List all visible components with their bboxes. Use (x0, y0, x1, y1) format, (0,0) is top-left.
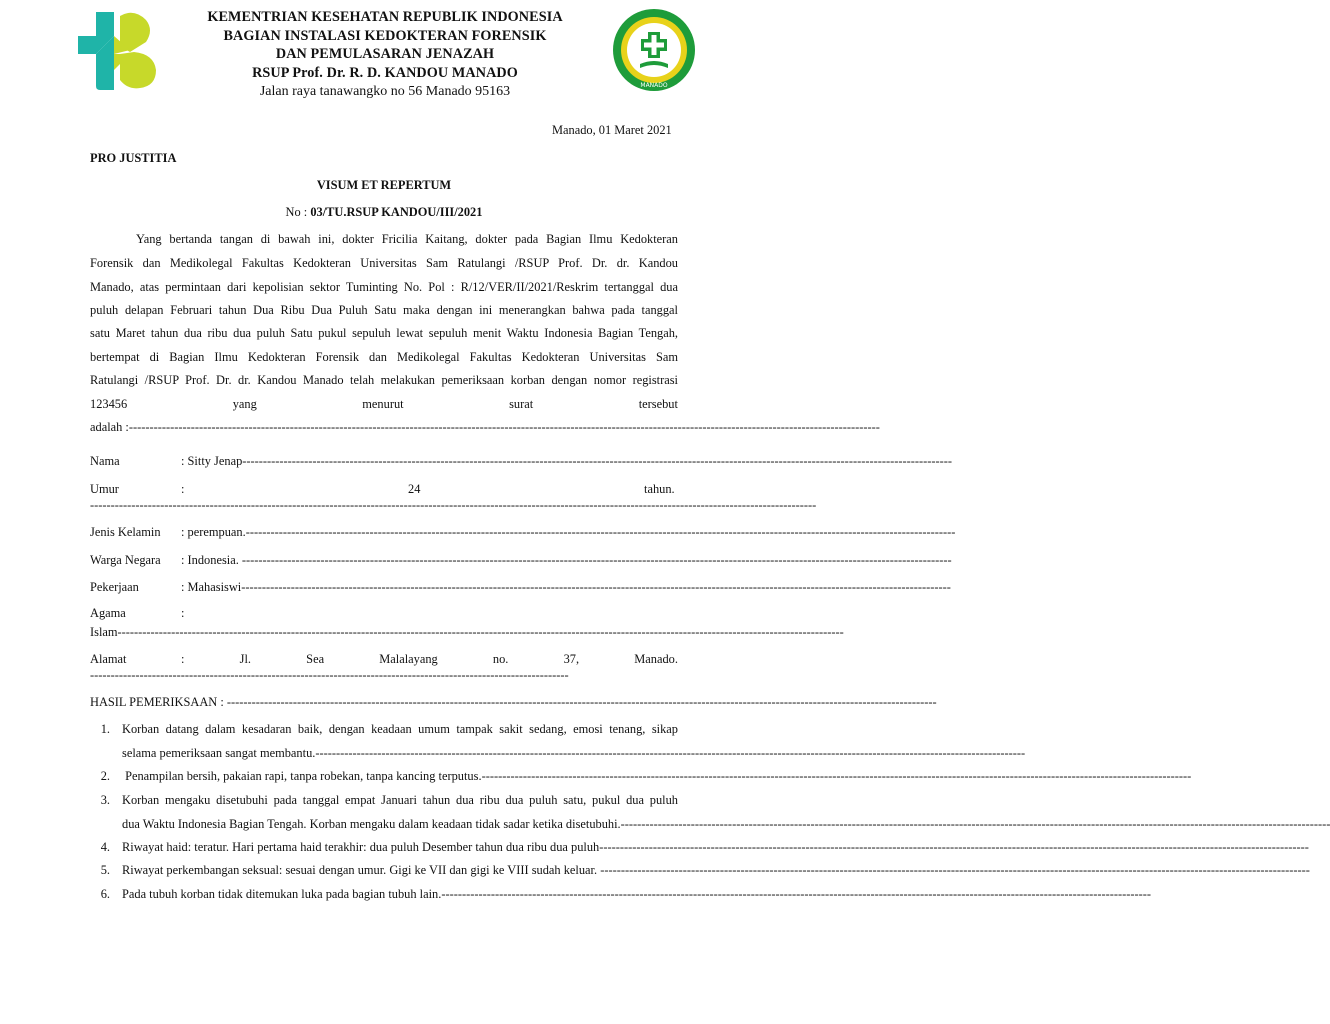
registration-number: 123456 (90, 397, 128, 411)
intro-line-7: Ratulangi /RSUP Prof. Dr. dr. Kandou Manado telah melakukan pemeriksaan korban dengan nomor registrasi (90, 373, 678, 387)
finding-number: 5. (100, 863, 110, 877)
agama-label: Agama (90, 606, 126, 620)
wn-value (181, 552, 952, 568)
finding-number: 6. (100, 887, 110, 901)
rsup-logo-text: MANADO (640, 82, 668, 89)
alamat-value (181, 651, 678, 667)
letter-date: Manado, 01 Maret 2021 (552, 123, 672, 137)
rsup-kandou-logo-icon (612, 8, 696, 92)
dash-fill: -------------------------------------------------------------------------------------------------------------------------------------------------------------------------------------- (128, 420, 880, 434)
alamat-word: Jl. (239, 652, 251, 666)
alamat-word: 37, (563, 652, 580, 666)
finding-3-line-1: Korban mengaku disetubuhi pada tanggal empat Januari tahun dua ribu dua puluh satu, pukul dua puluh (122, 793, 678, 807)
intro-word: tersebut (638, 397, 678, 411)
intro-line-1: Yang bertanda tangan di bawah ini, dokter Fricilia Kaitang, dokter pada Bagian Ilmu Kedokteran (136, 232, 678, 246)
jk-value (181, 524, 956, 540)
intro-word: yang (232, 397, 257, 411)
umur-dash-line: -------------------------------------------------------------------------------------------------------------------------------------------------------------------------------- (90, 498, 817, 512)
hasil-heading (90, 694, 937, 710)
finding-2-line-1 (122, 768, 1192, 784)
dash-fill: ---------------------------------------------------------------------------------------------------------------------------------------------------------------------------- (600, 863, 1310, 877)
kerja-text: : Mahasiswi (181, 580, 242, 594)
wn-text: : Indonesia. (181, 553, 242, 567)
dash-fill: ---------------------------------------------------------------------------------------------------------------------------------------------------------------------------- (481, 769, 1192, 783)
intro-line-3: Manado, atas permintaan dari kepolisian sektor Tuminting No. Pol : R/12/VER/II/2021/Reskrim tertanggal dua (90, 280, 678, 294)
dash-fill: ---------------------------------------------------------------------------------------------------------------------------------------------------------------------------- (241, 580, 951, 594)
letterhead-line-3: DAN PEMULASARAN JENAZAH (275, 46, 495, 62)
finding-1-line-1: Korban datang dalam kesadaran baik, dengan keadaan umum tampak sakit sedang, emosi tenang, sikap (122, 722, 678, 736)
jk-label: Jenis Kelamin (90, 525, 161, 539)
alamat-word: Manado. (634, 652, 678, 666)
alamat-word: Sea (306, 652, 325, 666)
dash-fill: -------------------------------------------------------------------------------------------------------------------------------------------------------------------------------- (117, 625, 844, 639)
finding-text: selama pemeriksaan sangat membantu. (122, 746, 316, 760)
dash-fill: ---------------------------------------------------------------------------------------------------------------------------------------------------------------------------- (620, 817, 1330, 831)
alamat-word: Malalayang (379, 652, 438, 666)
alamat-dash-line: -------------------------------------------------------------------------------------------------------------------- (90, 668, 569, 682)
dash-fill: ---------------------------------------------------------------------------------------------------------------------------------------------------------------------------- (599, 840, 1309, 854)
nama-label: Nama (90, 454, 120, 468)
umur-unit: tahun. (644, 482, 675, 496)
dash-fill: ---------------------------------------------------------------------------------------------------------------------------------------------------------------------------- (242, 454, 952, 468)
letterhead-line-2: BAGIAN INSTALASI KEDOKTERAN FORENSIK (223, 27, 547, 44)
finding-1-line-2 (122, 745, 1026, 761)
intro-line-2: Forensik dan Medikolegal Fakultas Kedokteran Universitas Sam Ratulangi /RSUP Prof. Dr. dr. Kandou (90, 256, 678, 270)
letterhead-line-4: RSUP Prof. Dr. R. D. KANDOU MANADO (252, 64, 518, 81)
letterhead (150, 8, 620, 101)
umur-colon: : (181, 482, 185, 496)
alamat-word: : (181, 652, 185, 666)
number-value: 03/TU.RSUP KANDOU/III/2021 (310, 205, 483, 219)
finding-text: Riwayat haid: teratur. Hari pertama haid terakhir: dua puluh Desember tahun dua ribu dua puluh (122, 840, 600, 854)
document-title: VISUM ET REPERTUM (316, 178, 452, 192)
jk-text: : perempuan. (181, 525, 246, 539)
finding-6-line-1 (122, 886, 1152, 902)
hasil-label: HASIL PEMERIKSAAN : (90, 695, 227, 709)
finding-number: 1. (100, 722, 110, 736)
intro-line-8 (90, 396, 678, 412)
intro-line-6: bertempat di Bagian Ilmu Kedokteran Forensik dan Medikolegal Fakultas Kedokteran Universitas Sam (90, 350, 678, 364)
alamat-word: no. (492, 652, 509, 666)
agama-colon: : (181, 606, 185, 620)
finding-number: 4. (100, 840, 110, 854)
finding-5-line-1 (122, 862, 1310, 878)
intro-word: menurut (362, 397, 404, 411)
agama-text: Islam (90, 625, 118, 639)
agama-value (90, 624, 844, 640)
umur-value: 24 (408, 482, 421, 496)
alamat-label: Alamat (90, 652, 127, 666)
finding-4-line-1 (122, 839, 1309, 855)
finding-number: 3. (100, 793, 110, 807)
dash-fill: ---------------------------------------------------------------------------------------------------------------------------------------------------------------------------- (315, 746, 1026, 760)
umur-label: Umur (90, 482, 119, 496)
intro-line-5: satu Maret tahun dua ribu dua puluh Satu pukul sepuluh lewat sepuluh menit Waktu Indonesia Bagian Tengah, (90, 326, 678, 340)
intro-word: surat (509, 397, 534, 411)
finding-number: 2. (100, 769, 110, 783)
intro-line-4: puluh delapan Februari tahun Dua Ribu Dua Puluh Satu maka dengan ini menerangkan bahwa pada tanggal (90, 303, 678, 317)
kerja-label: Pekerjaan (90, 580, 139, 594)
finding-text: Penampilan bersih, pakaian rapi, tanpa robekan, tanpa kancing terputus. (122, 769, 482, 783)
finding-text: Riwayat perkembangan seksual: sesuai dengan umur. Gigi ke VII dan gigi ke VIII sudah keluar. (122, 863, 601, 877)
dash-fill: ---------------------------------------------------------------------------------------------------------------------------------------------------------------------------- (441, 887, 1152, 901)
dash-fill: ---------------------------------------------------------------------------------------------------------------------------------------------------------------------------- (241, 553, 952, 567)
letterhead-line-1: KEMENTRIAN KESEHATAN REPUBLIK INDONESIA (207, 9, 563, 25)
intro-last-word: adalah : (90, 420, 129, 434)
wn-label: Warga Negara (90, 553, 161, 567)
intro-line-9 (90, 419, 880, 435)
finding-text: dua Waktu Indonesia Bagian Tengah. Korban mengaku dalam keadaan tidak sadar ketika disetubuhi. (122, 817, 621, 831)
kerja-value (181, 579, 951, 595)
kemenkes-logo-icon (74, 6, 160, 96)
dash-fill: ---------------------------------------------------------------------------------------------------------------------------------------------------------------------------- (245, 525, 956, 539)
finding-3-line-2 (122, 816, 1330, 832)
nama-text: : Sitty Jenap (181, 454, 243, 468)
dash-fill: ---------------------------------------------------------------------------------------------------------------------------------------------------------------------------- (226, 695, 937, 709)
nama-value (181, 453, 952, 469)
document-number (90, 204, 678, 220)
number-prefix: No : (285, 205, 311, 219)
letterhead-address: Jalan raya tanawangko no 56 Manado 95163 (259, 84, 511, 99)
pro-justitia: PRO JUSTITIA (90, 151, 177, 165)
finding-text: Pada tubuh korban tidak ditemukan luka pada bagian tubuh lain. (122, 887, 442, 901)
